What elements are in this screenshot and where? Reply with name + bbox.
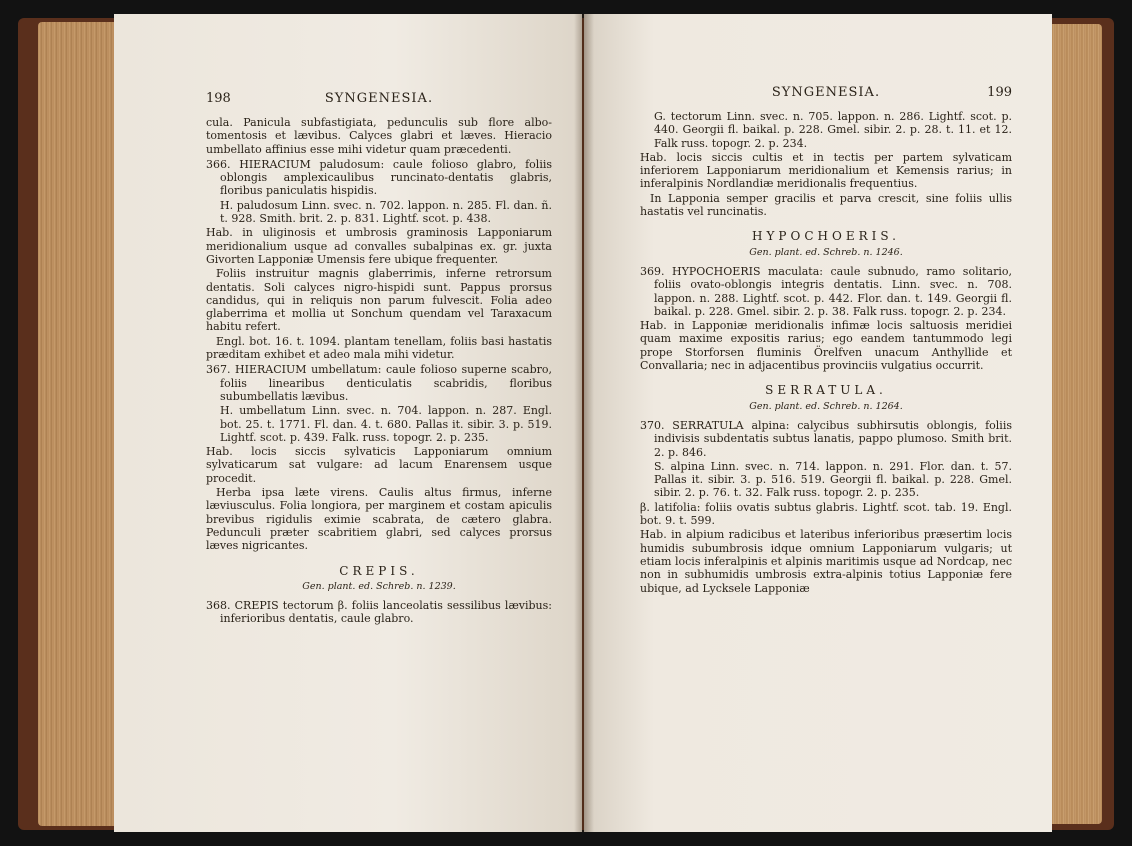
species-entry-369: 369. HYPOCHOERIS maculata: caule subnudo, ramo solitario, foliis ovato-oblongis integris dentatis. Linn. svec. n. 708. lappon. n. 288. Lightf. scot. p. 442. Flor. dan. t. 149. Georgii fl. baikal. p. 228. Gmel. sibir. 2. p. 38. Falk russ. topogr. 2. p. 234. — [640, 264, 1012, 318]
species-entry-366: 366. HIERACIUM paludosum: caule folioso glabro, foliis oblongis amplexicaulibus runcinato-dentatis glabris, floribus paniculatis hispidis. — [206, 157, 552, 198]
left-page — [114, 14, 582, 832]
right-page — [584, 14, 1052, 832]
habitat-text: Hab. in alpium radicibus et lateribus inferioribus præsertim locis humidis subumbrosis idque omnium Lapponiarum vulgaris; ut etiam locis inferalpinis et alpinis maritimis usque ad Nordcap, nec non in subhumidis umbrosis extra-alpinis totius Lapponiæ fere ubique, ad Lycksele Lapponiæ — [640, 528, 1012, 595]
species-entry-368: 368. CREPIS tectorum β. foliis lanceolatis sessilibus lævibus: inferioribus dentatis, caule glabro. — [206, 599, 552, 626]
note-paragraph: Herba ipsa læte virens. Caulis altus firmus, inferne læviusculus. Folia longiora, per marginem et costam apiculis brevibus rigidulis eximie scabrata, de cætero glabra. Pedunculi præter scabritiem glabri, sed calyces prorsus læves nigricantes. — [206, 486, 552, 553]
variety-text: β. latifolia: foliis ovatis subtus glabris. Lightf. scot. tab. 19. Engl. bot. 9. t. 599. — [640, 500, 1012, 528]
right-page-number: 199 — [987, 85, 1012, 100]
note-paragraph: Foliis instruitur magnis glaberrimis, inferne retrorsum dentatis. Soli calyces nigro-hispidi sunt. Pappus prorsus candidus, qui in reliquis non parum fulvescit. Folia adeo glaberrima et mollia ut Sonchum quendam vel Taraxacum habitu refert. — [206, 267, 552, 334]
left-running-title: SYNGENESIA. — [324, 91, 434, 106]
genus-reference: Gen. plant. ed. Schreb. n. 1246. — [749, 246, 903, 258]
genus-heading-serratula: SERRATULA. — [765, 383, 887, 398]
synonym-block: H. paludosum Linn. svec. n. 702. lappon. n. 285. Fl. dan. ñ. t. 928. Smith. brit. 2. p. 831. Lightf. scot. p. 438. — [220, 198, 552, 226]
habitat-text: Hab. in Lapponiæ meridionalis infimæ locis saltuosis meridiei quam maxime expositis rarius; ego eandem tantummodo legi prope Storforsen fluminis Örelfven unacum Anthyllide et Convallaria; nec in adjacentibus provinciis vulgatius occurrit. — [640, 319, 1012, 373]
habitat-text: Hab. locis siccis sylvaticis Lapponiarum omnium sylvaticarum sat vulgare: ad lacum Enarensem usque procedit. — [206, 445, 552, 485]
page-edges-left — [38, 22, 122, 826]
genus-reference: Gen. plant. ed. Schreb. n. 1264. — [749, 400, 903, 412]
left-page-header — [206, 92, 552, 116]
left-page-number: 198 — [206, 91, 231, 106]
genus-heading-hypochoeris: HYPOCHOERIS. — [752, 229, 900, 244]
habitat-text: Hab. locis siccis cultis et in tectis per partem sylvaticam inferiorem Lapponiarum meridionalium et Kemensis rarius; in inferalpinis Nordlandiæ meridionalis frequentius. — [640, 150, 1012, 191]
synonym-block: G. tectorum Linn. svec. n. 705. lappon. n. 286. Lightf. scot. p. 440. Georgii fl. baikal. p. 228. Gmel. sibir. 2. p. 28. t. 11. et 12. Falk russ. topogr. 2. p. 234. — [654, 110, 1012, 150]
note-paragraph: Engl. bot. 16. t. 1094. plantam tenellam, foliis basi hastatis præditam exhibet et adeo mala mihi videtur. — [206, 334, 552, 362]
habitat-text: Hab. in uliginosis et umbrosis graminosis Lapponiarum meridionalium usque ad convalles subalpinas ex. gr. juxta Givorten Lapponiæ Umensis fere ubique frequenter. — [206, 226, 552, 266]
synonym-block: H. umbellatum Linn. svec. n. 704. lappon. n. 287. Engl. bot. 25. t. 1771. Fl. dan. 4. t. 680. Pallas it. sibir. 3. p. 519. Lightf. scot. p. 439. Falk. russ. topogr. 2. p. 235. — [220, 404, 552, 444]
genus-heading-crepis: CREPIS. — [339, 563, 419, 578]
synonym-block: S. alpina Linn. svec. n. 714. lappon. n. 291. Flor. dan. t. 57. Pallas it. sibir. 3. p. 516. 519. Georgii fl. baikal. p. 228. Gmel. sibir. 2. p. 76. t. 32. Falk russ. topogr. 2. p. 235. — [654, 459, 1012, 500]
text-line: cula. Panicula subfastigiata, pedunculis sub flore albo-tomentosis et lævibus. Calyces glabri et læves. Hieracio umbellato affinius esse mihi videtur quam præcedenti. — [206, 116, 552, 156]
right-running-title: SYNGENESIA. — [771, 85, 881, 100]
species-entry-370: 370. SERRATULA alpina: calycibus subhirsutis oblongis, foliis indivisis subdentatis subtus lanatis, pappo plumoso. Smith brit. 2. p. 846. — [640, 418, 1012, 459]
note-paragraph: In Lapponia semper gracilis et parva crescit, sine foliis ullis hastatis vel runcinatis. — [640, 191, 1012, 219]
book-gutter — [574, 14, 594, 832]
genus-reference: Gen. plant. ed. Schreb. n. 1239. — [302, 580, 456, 592]
species-entry-367: 367. HIERACIUM umbellatum: caule folioso superne scabro, foliis linearibus denticulatis scabridis, floribus subumbellatis lævibus. — [206, 363, 552, 403]
right-page-header — [640, 86, 1012, 110]
